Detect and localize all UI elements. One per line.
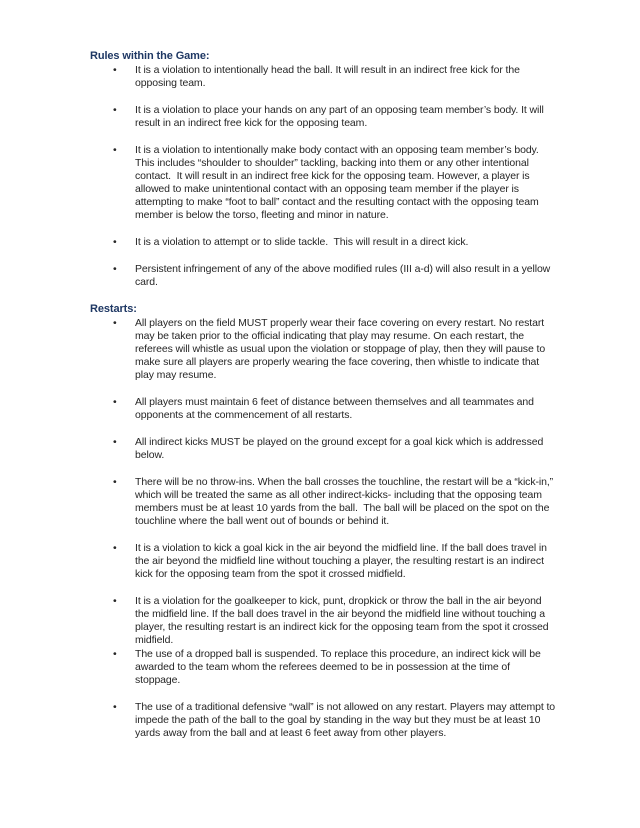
bullet-text: It is a violation to attempt or to slide tackle. This will result in a direct kick. xyxy=(135,236,469,248)
bullet-text: It is a violation to kick a goal kick in the air beyond the midfield line. If the ball does travel in the air beyond the midfield line without touching a player, the resulting restart is an indirect kick for the opposing team from the spot it crossed midfield. xyxy=(135,542,550,580)
bullet-icon: • xyxy=(113,64,117,76)
bullet-item xyxy=(90,317,558,382)
bullet-text: It is a violation to place your hands on any part of an opposing team member’s body. It will result in an indirect free kick for the opposing team. xyxy=(135,104,547,129)
bullet-list xyxy=(90,64,558,289)
bullet-item xyxy=(90,701,558,740)
bullet-item xyxy=(90,144,558,222)
bullet-icon: • xyxy=(113,396,117,408)
bullet-text: It is a violation to intentionally make body contact with an opposing team member’s body. This includes “shoulder to shoulder” tackling, backing into them or any other intentional contact. It will result in an indirect free kick for the opposing team. However, a player is allowed to make unintentional contact with an opposing team member if the player is attempting to make “foot to ball” contact and the resulting contact with the opposing team member is below the torso, fleeting and minor in nature. xyxy=(135,144,545,221)
bullet-text: All players on the field MUST properly wear their face covering on every restart. No restart may be taken prior to the official indicating that play may resume. On each restart, the referees will whistle as usual upon the violation or stoppage of play, then they will pause to make sure all players are properly wearing the face covering, then whistle to indicate that play may resume. xyxy=(135,317,548,381)
bullet-icon: • xyxy=(113,542,117,554)
bullet-text: There will be no throw-ins. When the ball crosses the touchline, the restart will be a “kick-in,” which will be treated the same as all other indirect-kicks- including that the opposing team members must be at least 10 yards from the ball. The ball will be placed on the spot on the touchline where the ball went out of bounds or behind it. xyxy=(135,476,556,527)
bullet-list xyxy=(90,317,558,740)
bullet-icon: • xyxy=(113,104,117,116)
bullet-item xyxy=(90,64,558,90)
bullet-item xyxy=(90,263,558,289)
bullet-text: It is a violation to intentionally head the ball. It will result in an indirect free kick for the opposing team. xyxy=(135,64,523,89)
bullet-text: It is a violation for the goalkeeper to kick, punt, dropkick or throw the ball in the air beyond the midfield line. If the ball does travel in the air beyond the midfield line without touching a player, the resulting restart is an indirect kick for the opposing team from the spot it crossed midfield. xyxy=(135,595,552,646)
bullet-icon: • xyxy=(113,236,117,248)
bullet-item xyxy=(90,542,558,581)
bullet-text: All indirect kicks MUST be played on the ground except for a goal kick which is addressed below. xyxy=(135,436,547,461)
bullet-icon: • xyxy=(113,648,117,660)
bullet-item xyxy=(90,595,558,647)
bullet-text: The use of a traditional defensive “wall” is not allowed on any restart. Players may attempt to impede the path of the ball to the goal by standing in the way but they must be at least 10 yards away from the ball and at least 6 feet away from other players. xyxy=(135,701,558,739)
bullet-item xyxy=(90,436,558,462)
bullet-text: The use of a dropped ball is suspended. To replace this procedure, an indirect kick will be awarded to the team whom the referees deemed to be in possession at the time of stoppage. xyxy=(135,648,544,686)
bullet-icon: • xyxy=(113,144,117,156)
bullet-item xyxy=(90,476,558,528)
section-heading: Restarts: xyxy=(90,303,137,315)
bullet-item xyxy=(90,648,558,687)
document-content xyxy=(90,50,558,754)
bullet-icon: • xyxy=(113,476,117,488)
bullet-item xyxy=(90,396,558,422)
bullet-text: Persistent infringement of any of the above modified rules (III a-d) will also result in a yellow card. xyxy=(135,263,553,288)
bullet-item xyxy=(90,104,558,130)
bullet-item xyxy=(90,236,558,249)
bullet-icon: • xyxy=(113,263,117,275)
bullet-icon: • xyxy=(113,436,117,448)
bullet-icon: • xyxy=(113,317,117,329)
bullet-icon: • xyxy=(113,701,117,713)
bullet-icon: • xyxy=(113,595,117,607)
section-heading: Rules within the Game: xyxy=(90,50,210,62)
bullet-text: All players must maintain 6 feet of distance between themselves and all teammates and opponents at the commencement of all restarts. xyxy=(135,396,537,421)
